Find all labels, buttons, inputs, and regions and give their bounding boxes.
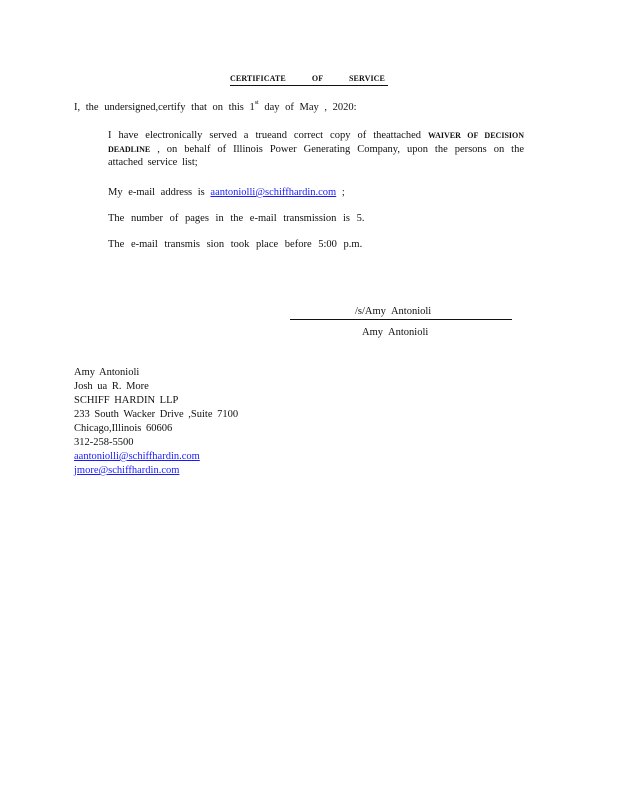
document-title: CERTIFICATE OF SERVICE xyxy=(230,74,388,86)
contact-phone: 312-258-5500 xyxy=(74,437,134,448)
intro-statement xyxy=(74,101,357,115)
contact-block xyxy=(74,366,238,478)
contact-name-2: Josh ua R. More xyxy=(74,381,149,392)
transmission-time-paragraph: The e-mail transmis sion took place before 5:00 p.m. xyxy=(108,239,363,250)
email-text-after: ; xyxy=(341,187,345,198)
signer-name: Amy Antonioli xyxy=(362,327,429,338)
signature-line xyxy=(290,319,512,320)
contact-city: Chicago,Illinois 60606 xyxy=(74,423,173,434)
contact-address: 233 South Wacker Drive ,Suite 7100 xyxy=(74,409,239,420)
contact-firm: SCHIFF HARDIN LLP xyxy=(74,395,179,406)
intro-text-after: day of May , 2020: xyxy=(264,102,357,113)
service-text-after: , on behalf of Illinois Power Generating Company, upon the persons on the attached service list; xyxy=(108,143,525,169)
contact-email-link-1[interactable]: aantoniolli@schiffhardin.com xyxy=(74,451,200,462)
intro-ordinal-suffix: st xyxy=(254,100,259,106)
service-text-before: I have electronically served a trueand correct copy of theattached xyxy=(108,130,421,141)
contact-email-link-2[interactable]: jmore@schiffhardin.com xyxy=(74,465,180,476)
intro-text-before: I, the undersigned,certify that on this 1 xyxy=(74,102,255,113)
email-address-paragraph xyxy=(108,186,524,200)
sender-email-link[interactable]: aantoniolli@schiffhardin.com xyxy=(210,187,337,198)
contact-name-1: Amy Antonioli xyxy=(74,367,140,378)
email-text-before: My e-mail address is xyxy=(108,187,205,198)
electronic-signature: /s/Amy Antonioli xyxy=(355,306,432,317)
page-count-paragraph: The number of pages in the e-mail transmission is 5. xyxy=(108,213,365,224)
service-paragraph xyxy=(108,129,524,170)
served-document-title: WAIVER OF DECISION DEADLINE xyxy=(108,131,524,154)
